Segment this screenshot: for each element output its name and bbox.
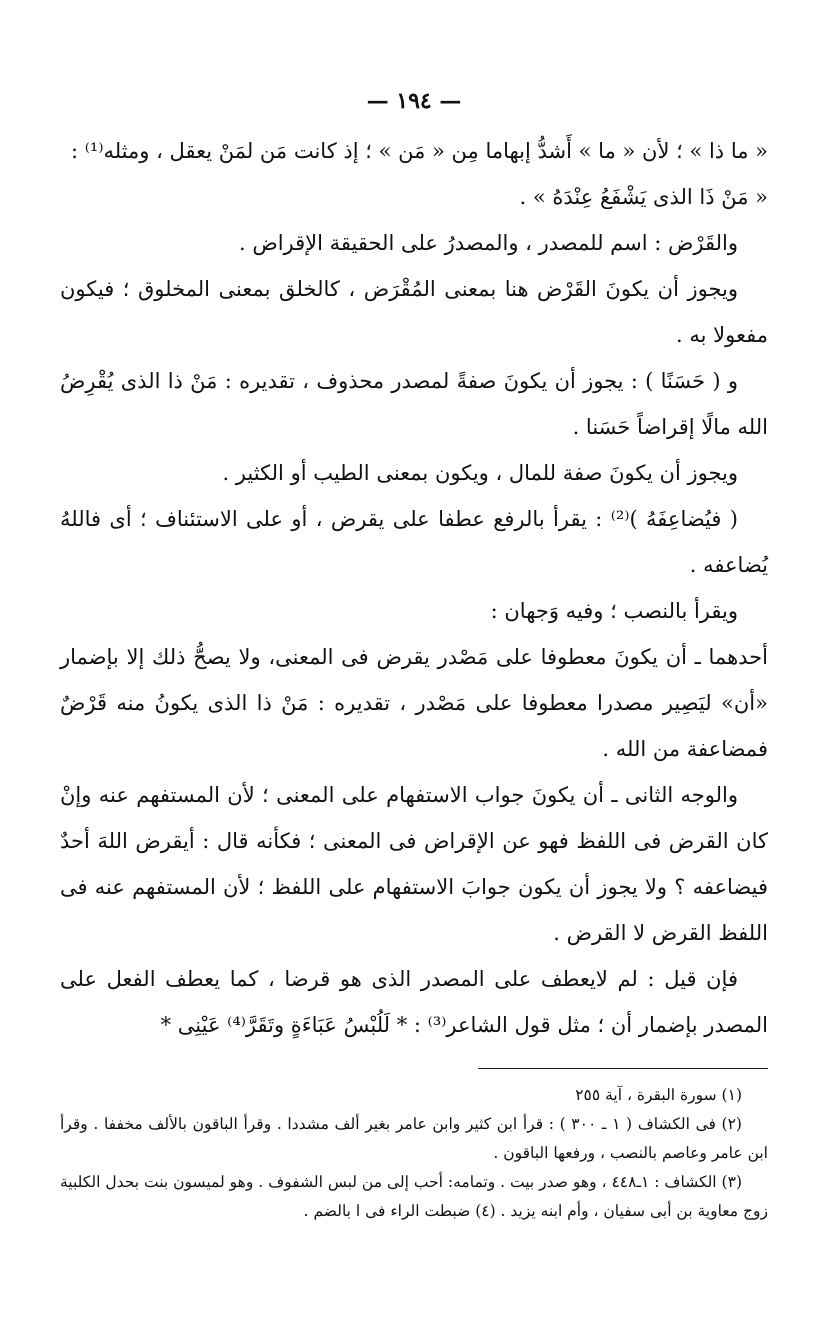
paragraph-4: ويجوز أن يكونَ القَرْض هنا بمعنى المُقْرَض ، كالخلق بمعنى المخلوق ؛ فيكون مفعولا به . — [60, 277, 768, 347]
paragraph-5: و ( حَسَنًا ) : يجوز أن يكونَ صفةً لمصدر محذوف ، تقديره : مَنْ ذا الذى يُقْرِضُ الله مالًا إقراضاً حَسَنا . — [60, 369, 768, 439]
footnote-1: (١) سورة البقرة ، آية ٢٥٥ — [575, 1086, 742, 1104]
paragraph-9: أحدهما ـ أن يكونَ معطوفا على مَصْدر يقرض فى المعنى، ولا يصحُّ ذلك إلا بإضمار «أن» ليَصِير مصدرا معطوفا على مَصْدر ، تقديره : مَنْ ذا الذى يكونُ منه قَرْضٌ فمضاعفة من الله . — [60, 645, 768, 761]
main-text — [60, 128, 768, 1048]
paragraph-6: ويجوز أن يكونَ صفة للمال ، ويكون بمعنى الطيب أو الكثير . — [222, 461, 738, 485]
paragraph-7: ( فيُضاعِفَهُ )⁽²⁾ : يقرأ بالرفع عطفا على يقرض ، أو على الاستئناف ؛ أى فاللهُ يُضاعفه . — [60, 507, 768, 577]
paragraph-10: والوجه الثانى ـ أن يكونَ جواب الاستفهام على المعنى ؛ لأن المستفهم عنه وإنْ كان القرض فى اللفظ فهو عن الإقراض فى المعنى ؛ فكأنه قال : أيقرض اللهَ أحدٌ فيضاعفه ؟ ولا يجوز أن يكون جوابَ الاستفهام على اللفظ ؛ لأن المستفهم عنه فى اللفظ القرض لا القرض . — [60, 783, 768, 945]
paragraph-11: فإن قيل : لم لايعطف على المصدر الذى هو قرضا ، كما يعطف الفعل على المصدر بإضمار أن ؛ مثل قول الشاعر⁽³⁾ : * لَلُبْسُ عَبَاءَةٍ وتَقَرَّ⁽⁴⁾ عَيْنِى * — [60, 967, 768, 1037]
paragraph-3: والقَرْض : اسم للمصدر ، والمصدرُ على الحقيقة الإقراض . — [238, 231, 738, 255]
paragraph-2: « مَنْ ذَا الذى يَشْفَعُ عِنْدَهُ » . — [519, 185, 768, 209]
paragraph-8: ويقرأ بالنصب ؛ وفيه وَجهان : — [490, 599, 738, 623]
footnote-divider — [478, 1068, 768, 1069]
footnote-2: (٢) فى الكشاف ( ١ ـ ٣٠٠ ) : قرأ ابن كثير وابن عامر بغير ألف مشددا . وقرأ الباقون بالألف مخففا . وقرأ ابن عامر وعاصم بالنصب ، ورفعها الباقون . — [60, 1115, 768, 1162]
footnotes — [60, 1081, 768, 1226]
paragraph-1: « ما ذا » ؛ لأن « ما » أَشدُّ إبهاما مِن « مَن » ؛ إذ كانت مَن لمَنْ يعقل ، ومثله⁽¹⁾ : — [70, 139, 768, 163]
page-number: — ١٩٤ — — [366, 88, 462, 114]
footnote-3: (٣) الكشاف : ١ـ٤٤٨ ، وهو صدر بيت . وتمامه: أحب إلى من لبس الشفوف . وهو لميسون بنت بحدل الكلبية زوج معاوية بن أبى سفيان ، وأم ابنه يزيد . (٤) ضبطت الراء فى ا بالضم . — [60, 1173, 768, 1220]
